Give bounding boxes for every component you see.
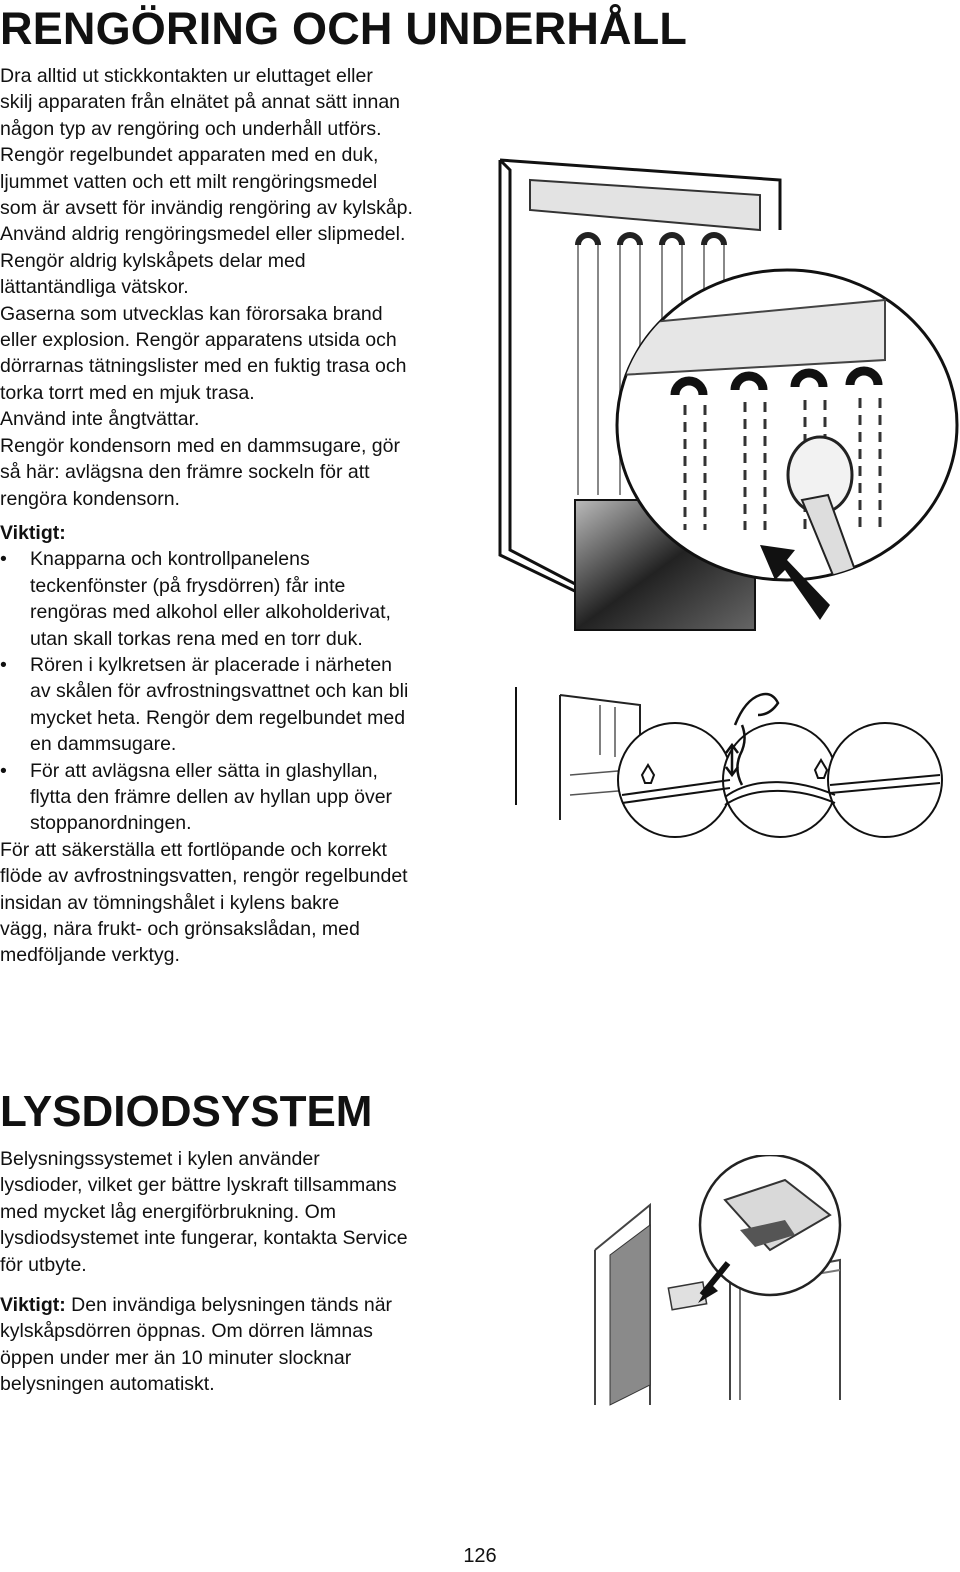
- bullet-line: Knapparna och kontrollpanelens: [30, 548, 310, 571]
- bullet-line: Rören i kylkretsen är placerade i närheten: [30, 653, 393, 676]
- bullet-symbol: •: [0, 653, 7, 676]
- led-important-label: Viktigt:: [0, 1294, 66, 1317]
- intro-line: Rengör kondensorn med en dammsugare, gör: [0, 434, 400, 457]
- bullet-line: mycket heta. Rengör dem regelbundet med: [30, 706, 406, 729]
- bullet-line: av skålen för avfrostningsvattnet och kan bli: [30, 680, 409, 703]
- intro-line: ljummet vatten och ett milt rengöringsmedel: [0, 170, 378, 193]
- closing-line: För att säkerställa ett fortlöpande och korrekt: [0, 838, 387, 861]
- shelf-and-drain-illustration: [510, 685, 950, 840]
- bullet-line: stoppanordningen.: [30, 812, 192, 835]
- intro-line: rengöra kondensorn.: [0, 487, 180, 510]
- intro-line: Använd aldrig rengöringsmedel eller slipmedel.: [0, 223, 406, 246]
- led-intro-line: för utbyte.: [0, 1253, 87, 1276]
- led-important-paragraph: [0, 1292, 470, 1398]
- bullet-line: utan skall torkas rena med en torr duk.: [30, 627, 363, 650]
- bullet-line: För att avlägsna eller sätta in glashyllan,: [30, 759, 378, 782]
- led-intro-line: lysdioder, vilket ger bättre lyskraft tillsammans: [0, 1174, 397, 1197]
- intro-line: så här: avlägsna den främre sockeln för att: [0, 461, 370, 484]
- intro-line: som är avsett för invändig rengöring av kylskåp.: [0, 197, 413, 220]
- intro-line: Rengör regelbundet apparaten med en duk,: [0, 144, 379, 167]
- led-important-line: öppen under mer än 10 minuter slocknar: [0, 1346, 352, 1369]
- intro-line: Gaserna som utvecklas kan förorsaka brand: [0, 302, 383, 325]
- cleaning-text-block: [0, 63, 470, 969]
- important-bullet-list: [0, 546, 470, 836]
- intro-line: torka torrt med en mjuk trasa.: [0, 381, 255, 404]
- bullet-item: [0, 652, 470, 758]
- closing-line: medföljande verktyg.: [0, 944, 180, 967]
- intro-line: eller explosion. Rengör apparatens utsida och: [0, 329, 397, 352]
- led-important-line: kylskåpsdörren öppnas. Om dörren lämnas: [0, 1320, 373, 1343]
- page-number: 126: [463, 1545, 497, 1567]
- led-intro-line: Belysningssystemet i kylen använder: [0, 1148, 320, 1170]
- led-intro-line: med mycket låg energiförbrukning. Om: [0, 1200, 336, 1223]
- intro-line: Dra alltid ut stickkontakten ur eluttaget eller: [0, 65, 373, 87]
- bullet-line: flytta den främre dellen av hyllan upp över: [30, 785, 393, 808]
- cleaning-intro-paragraph: [0, 63, 470, 512]
- led-intro-line: lysdiodsystemet inte fungerar, kontakta Service: [0, 1227, 408, 1250]
- led-important-line: belysningen automatiskt.: [0, 1373, 215, 1396]
- bullet-symbol: •: [0, 759, 7, 782]
- section-title-cleaning: RENGÖRING OCH UNDERHÅLL: [0, 3, 688, 54]
- important-label: Viktigt:: [0, 521, 66, 544]
- closing-line: insidan av tömningshålet i kylens bakre: [0, 891, 340, 914]
- intro-line: skilj apparaten från elnätet på annat sätt innan: [0, 91, 401, 114]
- bullet-symbol: •: [0, 548, 7, 571]
- condenser-cleaning-illustration: [490, 150, 960, 660]
- closing-paragraph: [0, 837, 470, 969]
- led-intro-paragraph: [0, 1146, 470, 1278]
- bullet-line: rengöras med alkohol eller alkoholderivat,: [30, 601, 391, 624]
- bullet-line: en dammsugare.: [30, 733, 177, 756]
- led-text-block: [0, 1146, 470, 1398]
- bullet-item: [0, 758, 470, 837]
- closing-line: flöde av avfrostningsvatten, rengör regelbundet: [0, 865, 408, 888]
- section-title-led-system: LYSDIODSYSTEM: [0, 1087, 373, 1136]
- intro-line: Använd inte ångtvättar.: [0, 408, 200, 431]
- led-light-illustration: [590, 1155, 850, 1410]
- intro-line: dörrarnas tätningslister med en fuktig trasa och: [0, 355, 407, 378]
- bullet-item: [0, 546, 470, 652]
- closing-line: vägg, nära frukt- och grönsakslådan, med: [0, 918, 360, 940]
- intro-line: lättantändliga vätskor.: [0, 276, 189, 299]
- led-important-line: Den invändiga belysningen tänds när: [65, 1294, 393, 1317]
- bullet-line: teckenfönster (på frysdörren) får inte: [30, 574, 346, 597]
- intro-line: någon typ av rengöring och underhåll utförs.: [0, 117, 382, 140]
- intro-line: Rengör aldrig kylskåpets delar med: [0, 249, 306, 272]
